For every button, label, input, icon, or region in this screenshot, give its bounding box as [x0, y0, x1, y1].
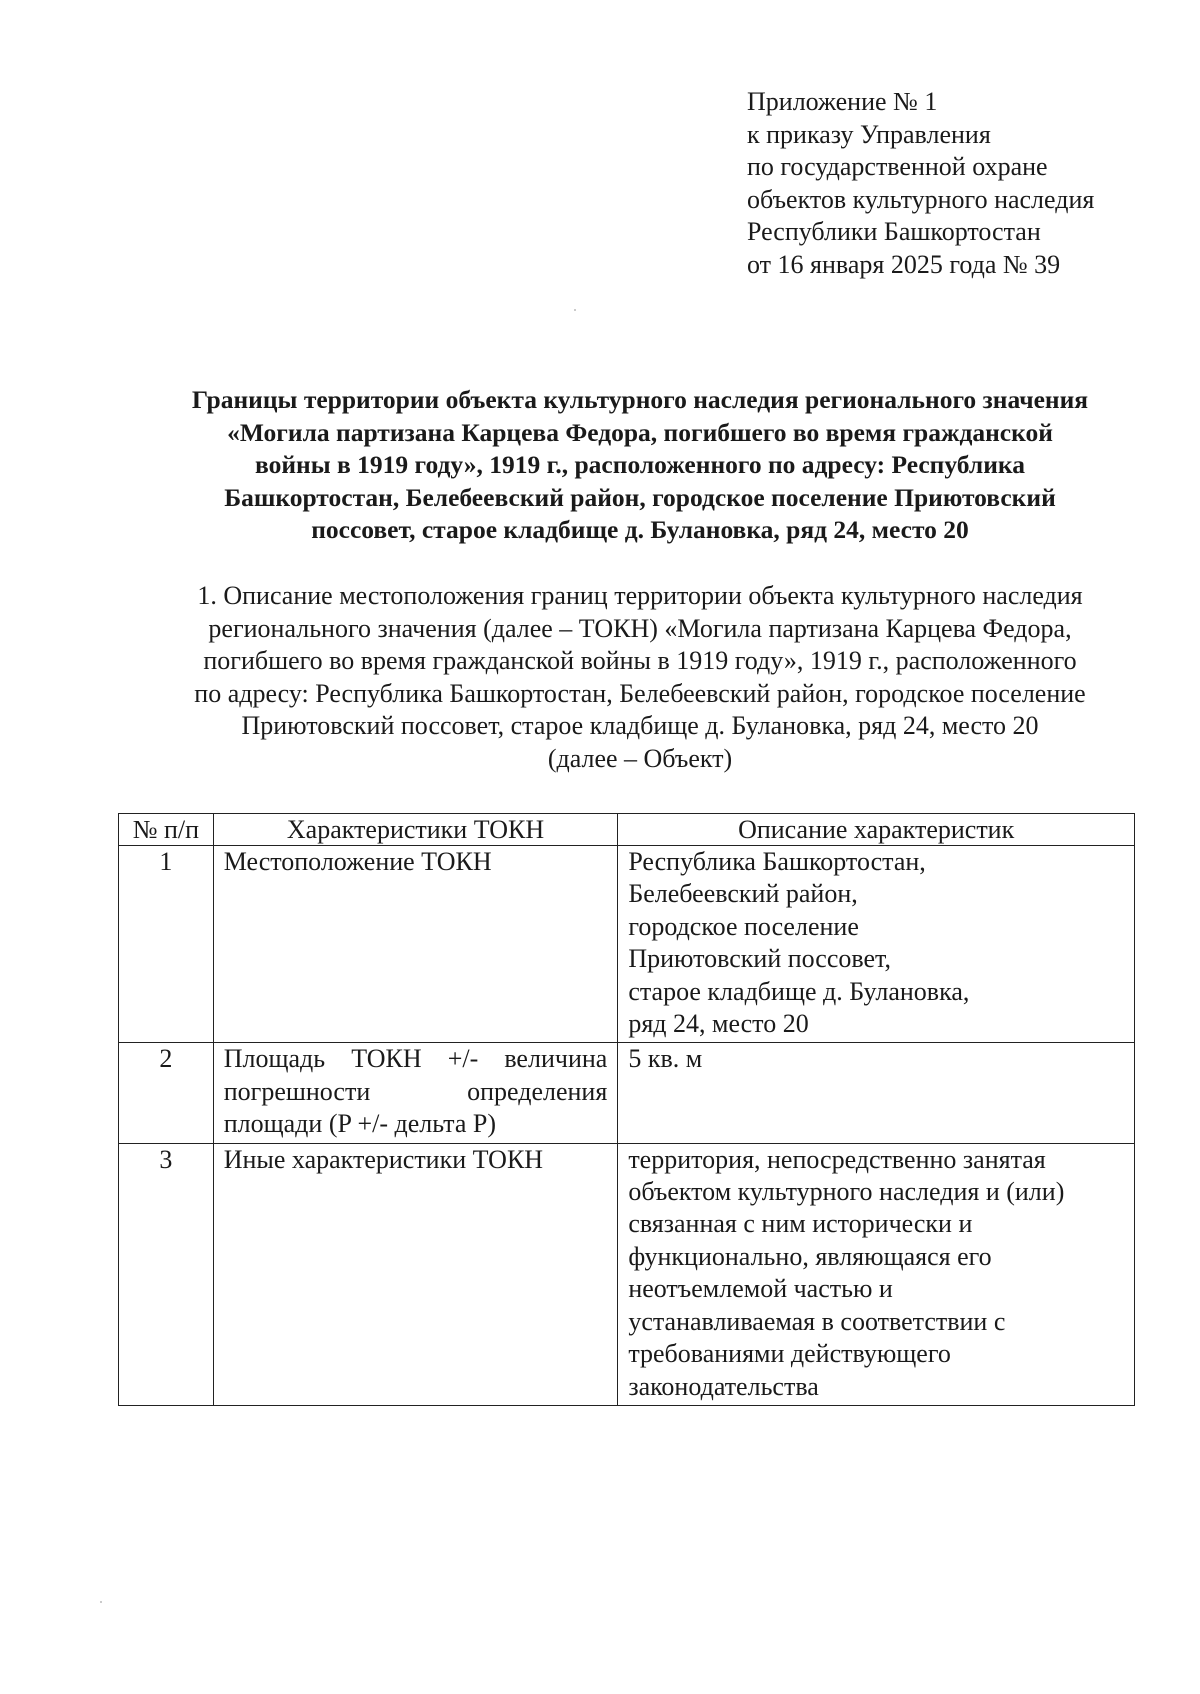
- appendix-line: объектов культурного наследия: [747, 184, 1095, 214]
- description-line: старое кладбище д. Булановка,: [628, 976, 970, 1006]
- scan-speck: [100, 1601, 102, 1603]
- title-line: «Могила партизана Карцева Федора, погибшего во время гражданской: [227, 417, 1053, 447]
- intro-line: Приютовский поссовет, старое кладбище д. Булановка, ряд 24, место 20: [241, 711, 1039, 741]
- section-1-intro: [110, 580, 1170, 776]
- description-line: связанная с ним исторически и: [628, 1209, 973, 1239]
- description-line: устанавливаемая в соответствии с: [628, 1306, 1006, 1336]
- characteristic-word: +/-: [447, 1044, 479, 1074]
- scan-speck: [574, 309, 576, 311]
- appendix-heading: [747, 86, 1177, 281]
- column-header-number: № п/п: [119, 814, 214, 846]
- intro-line: по адресу: Республика Башкортостан, Белебеевский район, городское поселение: [194, 678, 1086, 708]
- description-line: Приютовский поссовет,: [628, 944, 891, 974]
- column-header-description: Описание характеристик: [618, 814, 1135, 846]
- characteristic-line: [224, 1108, 608, 1140]
- document-title: [110, 384, 1170, 547]
- characteristic-word: величина: [504, 1044, 608, 1074]
- intro-line: 1. Описание местоположения границ территории объекта культурного наследия: [197, 581, 1083, 610]
- characteristic-line: [224, 1043, 608, 1075]
- row-number: 2: [119, 1043, 214, 1143]
- description-line: функционально, являющаяся его: [628, 1241, 992, 1271]
- intro-line: погибшего во время гражданской войны в 1919 году», 1919 г., расположенного: [203, 646, 1077, 676]
- column-header-characteristic: Характеристики ТОКН: [213, 814, 618, 846]
- description-line: 5 кв. м: [628, 1044, 703, 1074]
- row-description: [618, 1143, 1135, 1405]
- appendix-line: по государственной охране: [747, 152, 1048, 181]
- characteristic-word: Площадь: [223, 1044, 326, 1074]
- characteristic-word: погрешности: [223, 1076, 371, 1106]
- description-line: Республика Башкортостан,: [628, 847, 926, 876]
- row-characteristic: Иные характеристики ТОКН: [213, 1143, 618, 1405]
- title-line: Границы территории объекта культурного наследия регионального значения: [191, 385, 1089, 414]
- row-number: 1: [119, 846, 214, 1043]
- characteristic-line: [224, 1076, 608, 1108]
- description-line: требованиями действующего: [628, 1339, 951, 1369]
- appendix-line: Приложение № 1: [747, 87, 938, 116]
- description-line: неотъемлемой частью и: [628, 1274, 893, 1304]
- title-line: поссовет, старое кладбище д. Булановка, ряд 24, место 20: [311, 515, 969, 545]
- intro-line: (далее – Объект): [547, 743, 733, 773]
- description-line: законодательства: [628, 1371, 819, 1401]
- appendix-line: Республики Башкортостан: [747, 217, 1041, 246]
- appendix-line: от 16 января 2025 года № 39: [747, 249, 1061, 279]
- characteristic-word: определения: [467, 1076, 608, 1106]
- title-line: Башкортостан, Белебеевский район, городское поселение Приютовский: [224, 482, 1056, 512]
- description-line: ряд 24, место 20: [628, 1009, 809, 1039]
- appendix-line: к приказу Управления: [747, 119, 991, 149]
- description-line: объектом культурного наследия и (или): [628, 1177, 1065, 1207]
- table-row: [119, 1143, 1135, 1405]
- row-description: [618, 1043, 1135, 1143]
- description-line: городское поселение: [628, 911, 859, 941]
- characteristic-word: площади (P +/- дельта P): [223, 1109, 496, 1139]
- row-number: 3: [119, 1143, 214, 1405]
- table-row: [119, 846, 1135, 1043]
- characteristics-table: [118, 813, 1135, 1406]
- row-description: [618, 846, 1135, 1043]
- characteristic-word: ТОКН: [351, 1044, 422, 1074]
- table-row: [119, 1043, 1135, 1143]
- table-header-row: [119, 814, 1135, 846]
- title-line: войны в 1919 году», 1919 г., расположенного по адресу: Республика: [255, 450, 1025, 480]
- description-line: Белебеевский район,: [628, 879, 858, 909]
- row-characteristic: [213, 1043, 618, 1143]
- intro-line: регионального значения (далее – ТОКН) «Могила партизана Карцева Федора,: [208, 613, 1072, 643]
- row-characteristic: Местоположение ТОКН: [213, 846, 618, 1043]
- description-line: территория, непосредственно занятая: [628, 1144, 1046, 1174]
